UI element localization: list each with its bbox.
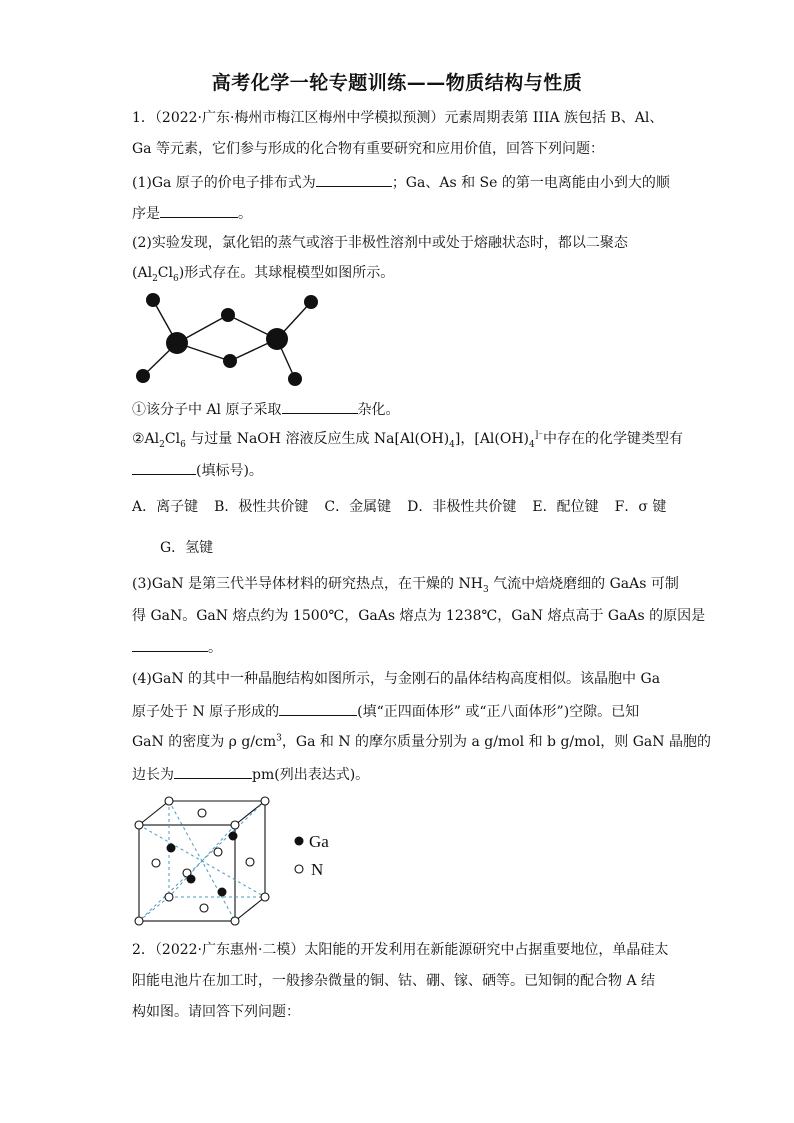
formula-text: 中存在的化学键类型有 bbox=[543, 431, 684, 447]
q1-part4-text-b: (填“正四面体形” 或“正八面体形”)空隙。已知 bbox=[357, 704, 640, 720]
option-e[interactable]: E．配位键 bbox=[532, 499, 599, 515]
q1-part4-text-a: 原子处于 N 原子形成的 bbox=[132, 704, 280, 720]
option-c[interactable]: C．金属键 bbox=[324, 499, 392, 515]
cl-atom bbox=[146, 293, 160, 307]
cl-atom bbox=[304, 295, 318, 309]
legend-n-marker bbox=[295, 865, 303, 873]
subscript: 4 bbox=[529, 439, 535, 450]
option-d[interactable]: D．非极性共价键 bbox=[407, 499, 517, 515]
q1-part1-line-2 bbox=[132, 203, 252, 224]
ga-atom bbox=[167, 844, 176, 853]
q1-part4-text-f: pm(列出表达式)。 bbox=[252, 767, 370, 783]
q1-part3-text-b: 气流中焙烧磨细的 GaAs 可制 bbox=[488, 576, 679, 592]
q2-line-1: 2．（2022·广东惠州·二模）太阳能的开发利用在新能源研究中占据重要地位，单晶硅太 bbox=[132, 942, 669, 958]
legend-ga-label: Ga bbox=[309, 832, 329, 851]
formula-text: (Al bbox=[132, 265, 153, 281]
ga-atom bbox=[229, 832, 238, 841]
n-atom bbox=[165, 893, 173, 901]
q1-sub1-line bbox=[132, 399, 400, 420]
q1-part4-text-d: ，Ga 和 N 的摩尔质量分别为 a g/mol 和 b g/mol，则 GaN 晶胞的 bbox=[281, 734, 711, 750]
answer-blank-hybridization[interactable] bbox=[282, 399, 358, 414]
q1-sub2-line-2 bbox=[132, 460, 263, 481]
subscript: 3 bbox=[482, 584, 489, 595]
option-a[interactable]: A．离子键 bbox=[132, 499, 199, 515]
page-title: 高考化学一轮专题训练——物质结构与性质 bbox=[211, 72, 583, 94]
q1-part4-line-2 bbox=[132, 701, 639, 722]
cl-atom bbox=[223, 354, 237, 368]
q1-part2-line-2 bbox=[132, 263, 394, 283]
n-atom bbox=[246, 858, 254, 866]
gan-unit-cell-figure bbox=[130, 795, 340, 927]
subscript: 2 bbox=[152, 273, 158, 284]
q1-part1-text-c: 序是 bbox=[132, 206, 160, 222]
superscript: ]⁻ bbox=[534, 430, 544, 441]
q1-part1-text-b: ；Ga、As 和 Se 的第一电离能由小到大的顺 bbox=[391, 175, 670, 191]
q1-part1-text-a: (1)Ga 原子的价电子排布式为 bbox=[132, 175, 316, 191]
q1-part4-line-3 bbox=[132, 732, 711, 752]
q1-stem-line-2: Ga 等元素，它们参与形成的化合物有重要研究和应用价值，回答下列问题： bbox=[132, 141, 604, 157]
q1-sub2-text-f: (填标号)。 bbox=[196, 463, 263, 479]
al2cl6-ball-stick-figure bbox=[128, 288, 318, 390]
legend-n-label: N bbox=[311, 860, 324, 879]
formula-text: ②Al bbox=[132, 431, 160, 447]
n-atom bbox=[231, 917, 239, 925]
q1-sub1-text-b: 杂化。 bbox=[357, 402, 400, 418]
q1-part4-line-4 bbox=[132, 764, 369, 785]
subscript: 2 bbox=[159, 439, 165, 450]
option-g[interactable]: G．氢键 bbox=[160, 540, 214, 556]
formula-text: Cl bbox=[157, 265, 173, 281]
n-atom bbox=[200, 904, 208, 912]
formula-text: 与过量 NaOH 溶液反应生成 Na[Al(OH) bbox=[185, 431, 450, 447]
superscript: 3 bbox=[276, 733, 282, 744]
q1-part3-line-1 bbox=[132, 574, 679, 594]
subscript: 6 bbox=[180, 439, 186, 450]
option-f[interactable]: F．σ 键 bbox=[614, 499, 667, 515]
q1-stem-line-1: 1．（2022·广东·梅州市梅江区梅州中学模拟预测）元素周期表第 IIIA 族包括 B、Al、 bbox=[132, 110, 664, 126]
answer-blank-cell-edge[interactable] bbox=[174, 764, 252, 779]
formula-text: )形式存在。其球棍模型如图所示。 bbox=[178, 265, 395, 281]
formula-text: ]，[Al(OH) bbox=[454, 431, 530, 447]
subscript: 4 bbox=[449, 439, 455, 450]
q1-part1-text-d: 。 bbox=[238, 206, 252, 222]
q1-part3-text-a: (3)GaN 是第三代半导体材料的研究热点，在干燥的 NH bbox=[132, 576, 483, 592]
q2-line-2: 阳能电池片在加工时，一般掺杂微量的铜、钴、硼、镓、硒等。已知铜的配合物 A 结 bbox=[132, 973, 656, 989]
q1-part2-line-1: (2)实验发现，氯化铝的蒸气或溶于非极性溶剂中或处于熔融状态时，都以二聚态 bbox=[132, 235, 628, 251]
ga-atom bbox=[187, 875, 196, 884]
q1-part4-line-1: (4)GaN 的其中一种晶胞结构如图所示，与金刚石的晶体结构高度相似。该晶胞中 Ga bbox=[132, 671, 661, 687]
legend-ga-marker bbox=[295, 837, 304, 846]
subscript: 6 bbox=[173, 273, 179, 284]
n-atom bbox=[135, 917, 143, 925]
q1-part4-text-c: GaN 的密度为 ρ g/cm bbox=[132, 734, 277, 750]
ga-atoms bbox=[167, 832, 238, 897]
answer-blank-bond-types[interactable] bbox=[132, 460, 196, 475]
n-atom bbox=[198, 809, 206, 817]
q1-sub2-line-1 bbox=[132, 429, 683, 449]
q1-part3-line-3 bbox=[132, 637, 222, 658]
answer-blank-ionization-order[interactable] bbox=[160, 203, 238, 218]
answer-blank-melting-reason[interactable] bbox=[132, 637, 208, 652]
al-atom bbox=[166, 332, 188, 354]
n-atom bbox=[261, 797, 269, 805]
option-b[interactable]: B．极性共价键 bbox=[214, 499, 309, 515]
al-atom bbox=[266, 328, 288, 350]
answer-blank-void-type[interactable] bbox=[279, 701, 357, 716]
cl-atom bbox=[221, 308, 235, 322]
n-atom bbox=[135, 821, 143, 829]
answer-blank-valence-config[interactable] bbox=[316, 172, 392, 187]
q2-line-3: 构如图。请回答下列问题： bbox=[132, 1004, 300, 1020]
q1-part4-text-e: 边长为 bbox=[132, 767, 174, 783]
q1-part3-text-c: 。 bbox=[208, 640, 222, 656]
ga-atom bbox=[218, 888, 227, 897]
q1-part1-line-1 bbox=[132, 172, 670, 193]
n-atom bbox=[231, 821, 239, 829]
n-atom bbox=[214, 848, 222, 856]
n-atom bbox=[165, 797, 173, 805]
legend bbox=[295, 832, 330, 879]
q1-part3-line-2: 得 GaN。GaN 熔点约为 1500℃，GaAs 熔点为 1238℃，GaN 熔点高于 GaAs 的原因是 bbox=[132, 608, 706, 624]
cl-atom bbox=[288, 372, 302, 386]
n-atom bbox=[152, 859, 160, 867]
q1-sub1-text-a: ①该分子中 Al 原子采取 bbox=[132, 402, 282, 418]
n-atom bbox=[261, 893, 269, 901]
formula-text: Cl bbox=[164, 431, 181, 447]
cl-atom bbox=[136, 369, 150, 383]
q1-options-row bbox=[132, 497, 666, 517]
